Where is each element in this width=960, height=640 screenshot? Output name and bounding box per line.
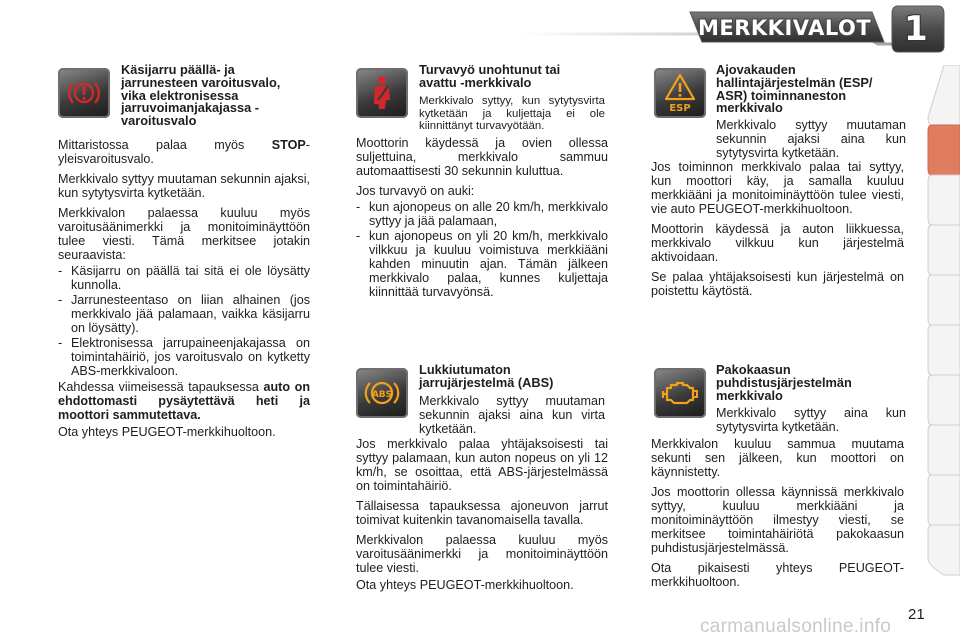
column-2-bottom-text	[356, 437, 608, 598]
chapter-number: 1	[904, 9, 928, 49]
paragraph: Ota yhteys PEUGEOT-merkkihuoltoon.	[356, 578, 574, 592]
stop-label: STOP	[271, 138, 306, 152]
chapter-tab-strip	[926, 65, 960, 585]
paragraph: Merkkivalon palaessa kuuluu myös varoitusäänimerkki ja monitoiminäyttöön tulee viesti.	[356, 533, 608, 575]
paragraph: Merkkivalon palaessa kuuluu myös varoitusäänimerkki ja monitoiminäyttöön tulee viesti. Tämä merkitsee jotakin seuraavista:	[58, 206, 310, 262]
column-3-top-text	[651, 160, 904, 304]
list-item: - Käsijarru on päällä tai sitä ei ole löysätty kunnolla.	[58, 264, 310, 292]
section-title: MERKKIVALOT	[698, 16, 872, 40]
list-item: - kun ajonopeus on yli 20 km/h, merkkivalo vilkkuu ja kuuluu voimistuva merkkiääni kahden minuutin ajan. Tämän jälkeen merkkivalo palaa, kunnes kuljettaja kiinnittää turvavyönsä.	[356, 229, 608, 299]
stop-intro: Mittaristossa palaa myös	[58, 138, 272, 152]
column-2-top-text	[356, 136, 608, 301]
paragraph: Ota pikaisesti yhteys PEUGEOT-merkkihuoltoon.	[651, 561, 904, 589]
abs-subtitle: Merkkivalo syttyy muutaman sekunnin ajaksi aina kun virta kytketään.	[419, 394, 605, 436]
esp-subtitle: Merkkivalo syttyy muutaman sekunnin ajaksi aina kun sytytysvirta kytketään.	[716, 118, 906, 160]
paragraph: Tällaisessa tapauksessa ajoneuvon jarrut toimivat kuitenkin tavanomaisella tavalla.	[356, 499, 608, 527]
engine-check-icon	[654, 368, 706, 418]
paragraph: Jos turvavyö on auki:	[356, 184, 475, 198]
chapter-tabs	[926, 65, 960, 585]
abs-title: Lukkiutumaton jarrujärjestelmä (ABS)	[419, 362, 554, 390]
emission-subtitle: Merkkivalo syttyy aina kun sytytysvirta kytketään.	[716, 406, 906, 434]
svg-text:ABS: ABS	[371, 390, 393, 400]
abs-warning-icon	[356, 368, 408, 418]
watermark: carmanualsonline.info	[700, 616, 892, 637]
seatbelt-title: Turvavyö unohtunut tai avattu -merkkivalo	[419, 62, 561, 90]
paragraph: Moottorin käydessä ja ovien ollessa suljettuina, merkkivalo sammuu automaattisesti 30 sekunnin kuluttua.	[356, 136, 608, 178]
paragraph: Ota yhteys PEUGEOT-merkkihuoltoon.	[58, 425, 276, 439]
esp-warning-icon	[654, 68, 706, 118]
cause-list	[58, 264, 310, 378]
emission-title: Pakokaasun puhdistusjärjestelmän merkkivalo	[716, 362, 852, 403]
page-number: 21	[908, 606, 925, 623]
paragraph: Jos merkkivalo palaa yhtäjaksoisesti tai syttyy palamaan, kun auton nopeus on yli 12 km/h, se osoittaa, että ABS-järjestelmässä on toimintahäiriö.	[356, 437, 608, 493]
esp-icon-label: ESP	[669, 103, 691, 113]
seatbelt-warning-icon	[356, 68, 408, 118]
esp-title: Ajovakauden hallintajärjestelmän (ESP/ ASR) toiminnaneston merkkivalo	[716, 62, 873, 116]
paragraph: Moottorin käydessä ja auton liikkuessa, merkkivalo vilkkuu kun järjestelmä aktivoidaan.	[651, 222, 904, 264]
paragraph: Se palaa yhtäjaksoisesti kun järjestelmä on poistettu käytöstä.	[651, 270, 904, 298]
seatbelt-subtitle: Merkkivalo syttyy, kun sytytysvirta kytketään ja kuljettaja ei ole kiinnittänyt turvavyötään.	[419, 95, 605, 132]
list-item: - Elektronisessa jarrupaineenjakajassa on toimintahäiriö, jos varoitusvalo on kytketty ABS-merkkivaloon.	[58, 336, 310, 378]
emphasis-text: auto on ehdottomasti pysäytettävä heti ja moottori sammutettava.	[58, 380, 311, 422]
parking-brake-title: Käsijarru päällä- ja jarrunesteen varoitusvalo, vika elektronisessa jarruvoimanjakajassa -varoitusvalo	[121, 62, 281, 129]
paragraph: Merkkivalon kuuluu sammua muutama sekunti sen jälkeen, kun moottori on käynnistetty.	[651, 437, 904, 479]
list-item: - kun ajonopeus on alle 20 km/h, merkkivalo syttyy ja jää palamaan,	[356, 200, 608, 228]
list-item: - Jarrunesteentaso on liian alhainen (jos merkkivalo jää palamaan, vaikka käsijarru on löysätty).	[58, 293, 310, 335]
seatbelt-list	[356, 200, 608, 299]
stop-after: -yleisvaroitusvalo.	[58, 138, 310, 166]
paragraph: Jos toiminnon merkkivalo palaa tai syttyy, kun moottori käy, ja samalla kuuluu merkkiääni ja monitoiminäyttöön tulee viesti, vie auto PEUGEOT-merkkihuoltoon.	[651, 160, 904, 216]
paragraph-text: Kahdessa viimeisessä tapauksessa	[58, 380, 264, 394]
stop-paragraph	[58, 138, 310, 166]
column-3-bottom-text	[651, 437, 904, 595]
paragraph: Merkkivalo syttyy muutaman sekunnin ajaksi, kun sytytysvirta kytketään.	[58, 172, 310, 200]
parking-brake-warning-icon	[58, 68, 110, 118]
stop-vehicle-paragraph	[58, 380, 310, 422]
column-1-text	[58, 138, 310, 445]
paragraph: Jos moottorin ollessa käynnissä merkkivalo syttyy, kuuluu merkkiääni ja monitoiminäyttöön ilmestyy viesti, se merkitsee toimintahäiriötä pakokaasun puhdistusjärjestelmässä.	[651, 485, 904, 555]
page-header	[0, 0, 960, 70]
